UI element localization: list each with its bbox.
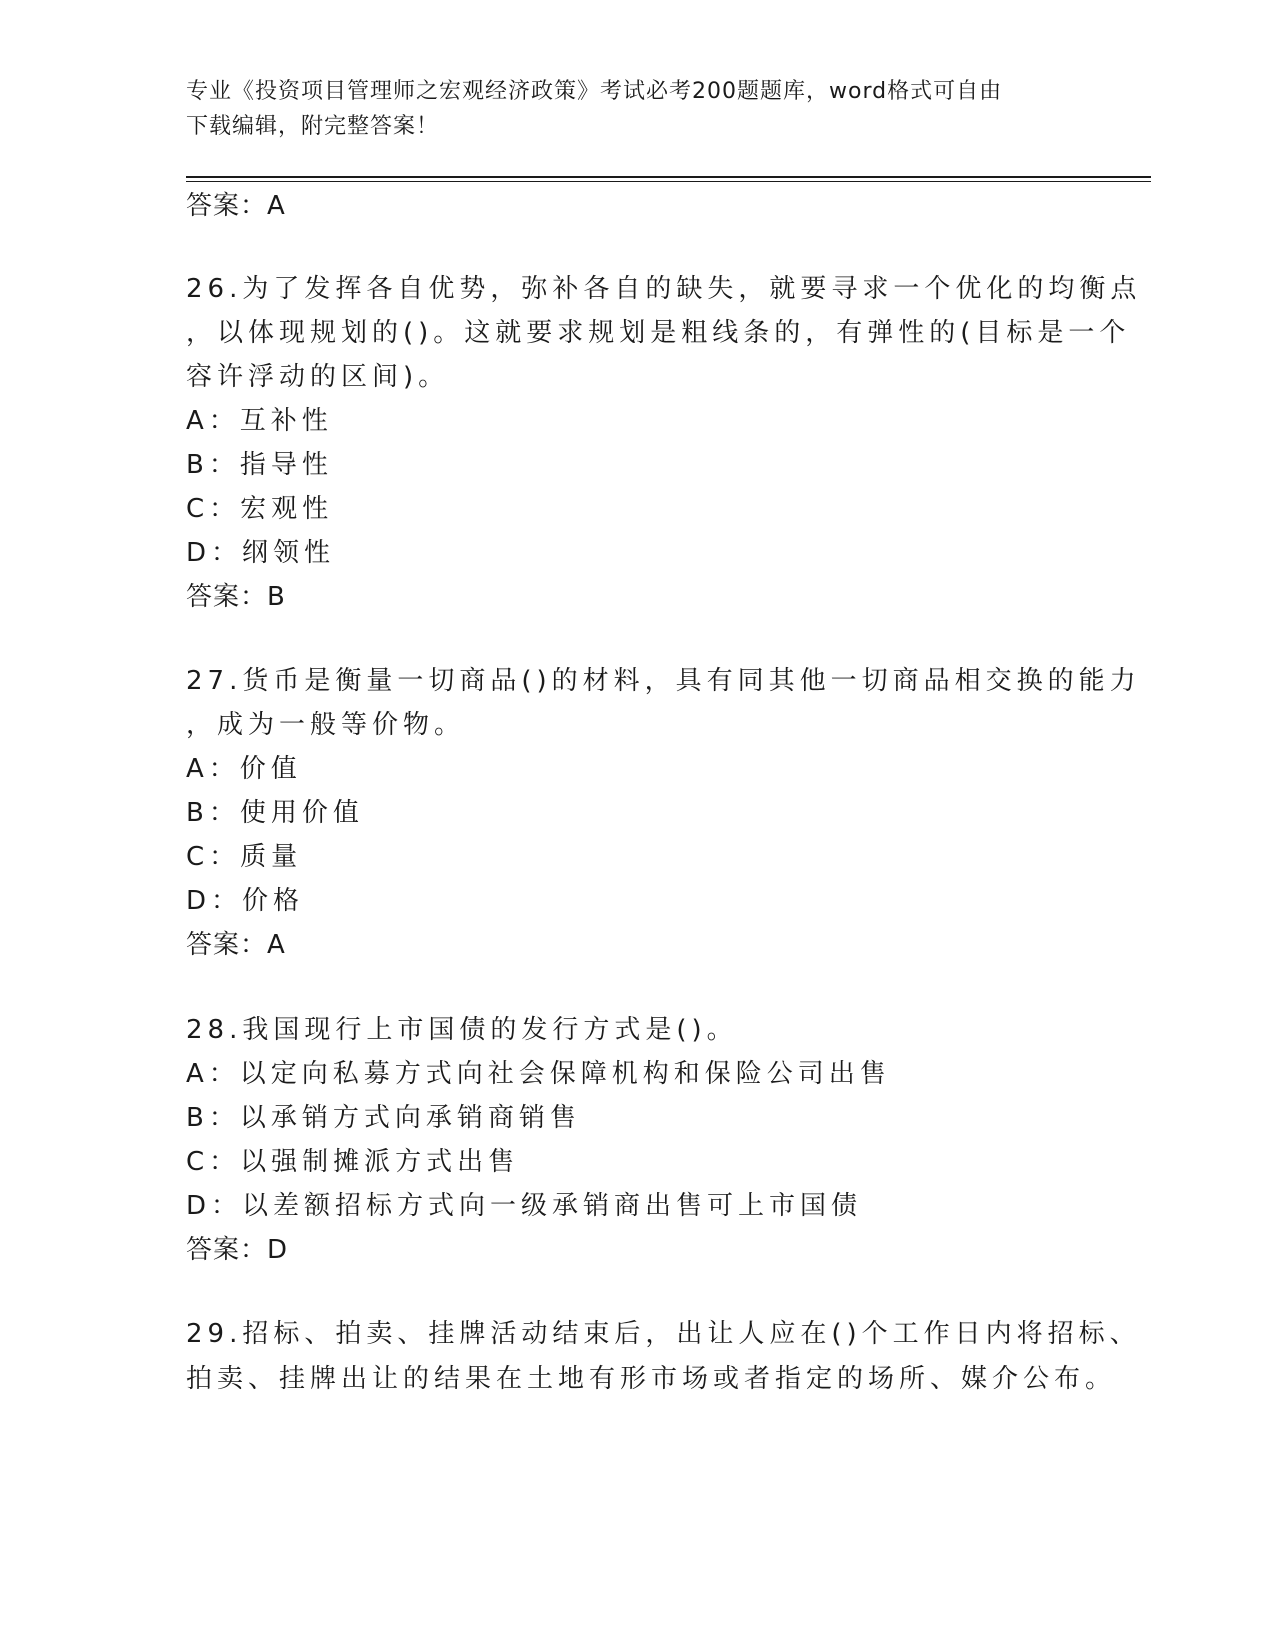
document-header [186, 74, 1086, 144]
question-28-option-a: A：以定向私募方式向社会保障机构和保险公司出售 [186, 1059, 891, 1089]
question-27-option-d: D：价格 [186, 886, 305, 916]
question-26-answer: 答案：B [186, 582, 286, 612]
question-29-line-2: 拍卖、挂牌出让的结果在土地有形市场或者指定的场所、媒介公布。 [186, 1364, 1117, 1394]
question-26-option-b: B：指导性 [186, 450, 333, 480]
question-27-option-c: C：质量 [186, 842, 303, 872]
header-line-2: 下载编辑，附完整答案！ [186, 114, 440, 139]
question-26-line-2: ，以体现规划的()。这就要求规划是粗线条的，有弹性的(目标是一个 [186, 318, 1131, 348]
question-28-option-d: D：以差额招标方式向一级承销商出售可上市国债 [186, 1191, 863, 1221]
question-26-option-a: A：互补性 [186, 406, 333, 436]
question-26-option-d: D：纲领性 [186, 538, 336, 568]
header-line-1: 专业《投资项目管理师之宏观经济政策》考试必考200题题库，word格式可自由 [186, 79, 1003, 104]
question-27-line-1: 27.货币是衡量一切商品()的材料，具有同其他一切商品相交换的能力 [186, 666, 1141, 696]
question-29-line-1: 29.招标、拍卖、挂牌活动结束后，出让人应在()个工作日内将招标、 [186, 1319, 1141, 1349]
question-27-option-a: A：价值 [186, 754, 302, 784]
question-27-option-b: B：使用价值 [186, 798, 364, 828]
question-28-answer: 答案：D [186, 1235, 289, 1265]
header-rule-thick [186, 176, 1151, 178]
question-28-line-1: 28.我国现行上市国债的发行方式是()。 [186, 1015, 738, 1045]
question-28-option-c: C：以强制摊派方式出售 [186, 1147, 520, 1177]
question-28-option-b: B：以承销方式向承销商销售 [186, 1103, 581, 1133]
answer-line: 答案：A [186, 191, 286, 221]
question-26-line-3: 容许浮动的区间)。 [186, 362, 450, 392]
question-27-answer: 答案：A [186, 930, 286, 960]
question-26-line-1: 26.为了发挥各自优势，弥补各自的缺失，就要寻求一个优化的均衡点 [186, 274, 1142, 304]
header-rule-thin [186, 181, 1151, 182]
question-27-line-2: ，成为一般等价物。 [186, 710, 466, 740]
question-26-option-c: C：宏观性 [186, 494, 334, 524]
